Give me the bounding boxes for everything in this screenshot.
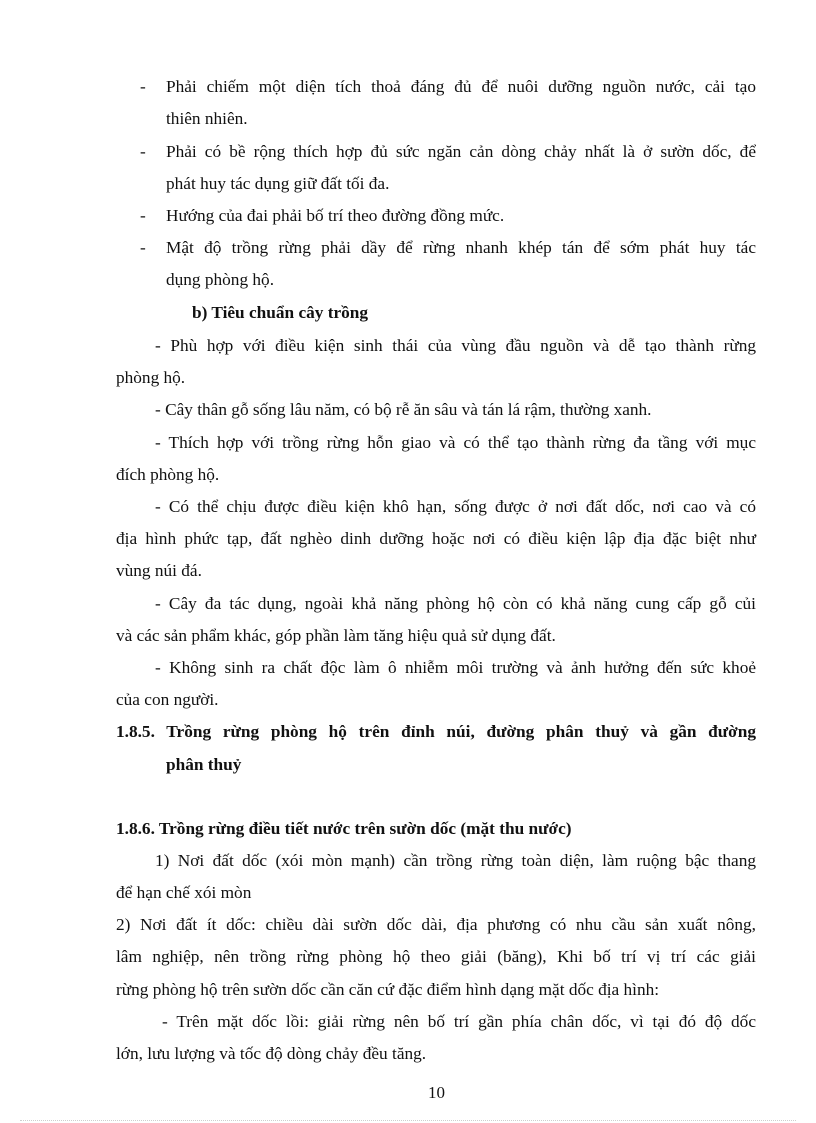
criteria-line: của con người. [116, 690, 219, 709]
bullet-dash: - [140, 238, 146, 257]
paragraph-line: 1) Nơi đất dốc (xói mòn mạnh) cần trồng rừng toàn diện, làm ruộng bậc thang [155, 851, 756, 870]
criteria-line: và các sản phẩm khác, góp phần làm tăng hiệu quả sử dụng đất. [116, 626, 556, 645]
paragraph-line: lâm nghiệp, nên trồng rừng phòng hộ theo giải (băng), Khi bố trí vị trí các giải [116, 947, 756, 966]
paragraph-line: để hạn chế xói mòn [116, 883, 252, 902]
paragraph-line: lớn, lưu lượng và tốc độ dòng chảy đều tăng. [116, 1044, 427, 1063]
bullet-dash: - [140, 77, 146, 96]
bullet-dash: - [140, 142, 146, 161]
bullet-line: thiên nhiên. [166, 109, 248, 128]
section-185-heading-cont: phân thuỷ [166, 755, 242, 774]
page-number: 10 [428, 1083, 445, 1102]
paragraph-line: rừng phòng hộ trên sườn dốc cần căn cứ đặc điểm hình dạng mặt dốc địa hình: [116, 980, 660, 999]
criteria-line: phòng hộ. [116, 368, 186, 387]
paragraph-line: 2) Nơi đất ít dốc: chiều dài sườn dốc dài, địa phương có nhu cầu sản xuất nông, [116, 915, 756, 934]
criteria-line: - Cây đa tác dụng, ngoài khả năng phòng hộ còn có khả năng cung cấp gỗ củi [155, 594, 756, 613]
subheading-b: b) Tiêu chuẩn cây trồng [192, 303, 369, 322]
section-185-heading: 1.8.5. Trồng rừng phòng hộ trên đỉnh núi, đường phân thuỷ và gần đường [116, 722, 756, 741]
criteria-line: địa hình phức tạp, đất nghèo dinh dưỡng hoặc nơi có điều kiện lập địa đặc biệt như [116, 529, 756, 548]
criteria-line: - Phù hợp với điều kiện sinh thái của vùng đầu nguồn và dễ tạo thành rừng [155, 336, 756, 355]
criteria-line: vùng núi đá. [116, 561, 202, 580]
bullet-dash: - [140, 206, 146, 225]
criteria-line: - Không sinh ra chất độc làm ô nhiễm môi trường và ảnh hưởng đến sức khoẻ [155, 658, 756, 677]
bullet-line: dụng phòng hộ. [166, 270, 275, 289]
bullet-line: phát huy tác dụng giữ đất tối đa. [166, 174, 390, 193]
bullet-line: Phải có bề rộng thích hợp đủ sức ngăn cản dòng chảy nhất là ở sườn dốc, để [166, 142, 756, 161]
criteria-line: - Thích hợp với trồng rừng hỗn giao và có thể tạo thành rừng đa tầng với mục [155, 433, 756, 452]
bullet-line: Phải chiếm một diện tích thoả đáng đủ để nuôi dưỡng nguồn nước, cải tạo [166, 77, 756, 96]
section-186-heading: 1.8.6. Trồng rừng điều tiết nước trên sườn dốc (mặt thu nước) [116, 819, 572, 838]
criteria-line: - Có thể chịu được điều kiện khô hạn, sống được ở nơi đất dốc, nơi cao và có [155, 497, 756, 516]
paragraph-line: - Trên mặt dốc lồi: giải rừng nên bố trí gần phía chân dốc, vì tại đó độ dốc [162, 1012, 756, 1031]
bullet-line: Mật độ trồng rừng phải dầy để rừng nhanh khép tán để sớm phát huy tác [166, 238, 756, 257]
criteria-line: đích phòng hộ. [116, 465, 220, 484]
footer-divider [20, 1120, 796, 1121]
bullet-line: Hướng của đai phải bố trí theo đường đồng mức. [166, 206, 505, 225]
criteria-line: - Cây thân gỗ sống lâu năm, có bộ rễ ăn sâu và tán lá rậm, thường xanh. [155, 400, 652, 419]
